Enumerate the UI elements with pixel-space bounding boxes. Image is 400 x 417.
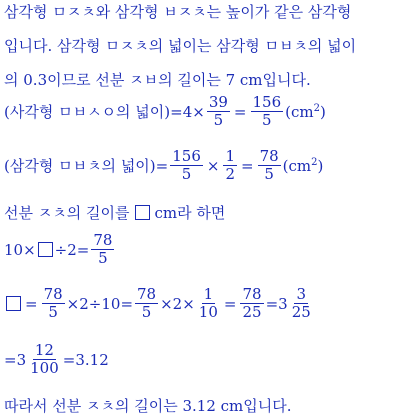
equals-sign: =	[241, 156, 254, 175]
area-unit: $(cm^2)$	[285, 102, 326, 121]
fraction-78-5	[258, 148, 281, 183]
mixed-whole: =3	[265, 294, 288, 313]
fraction-denominator: 100	[30, 359, 59, 377]
fraction-78-5	[42, 286, 65, 321]
fraction-numerator: 1	[203, 285, 214, 303]
conclusion: 따라서 선분 ㅈㅊ의 길이는 3.12 cm입니다.	[4, 397, 292, 415]
fraction-denominator: 5	[98, 249, 108, 267]
fraction-156-5	[251, 94, 284, 129]
setup-pre: 10×	[4, 240, 36, 259]
fraction-numerator: 156	[252, 93, 282, 111]
fraction-denominator: 5	[48, 303, 58, 321]
fraction-1-2	[223, 148, 237, 183]
fraction-numerator: 78	[43, 285, 63, 303]
triangle-area-lhs: (삼각형 ㅁㅂㅊ의 넓이)=	[4, 157, 169, 175]
fraction-denominator: 25	[291, 303, 311, 321]
fraction-denominator: 5	[181, 165, 192, 183]
area-unit: $(cm^2)$	[282, 156, 324, 175]
fraction-denominator: 5	[264, 165, 274, 183]
mixed-whole: =3	[4, 350, 27, 369]
let-post-text: cm라 하면	[154, 204, 226, 222]
fraction-denominator: 25	[242, 303, 262, 321]
unknown-box-icon	[38, 242, 53, 257]
quad-area-lhs: (사각형 ㅁㅂㅅㅇ의 넓이)=4×	[4, 103, 205, 121]
fraction-39-5	[207, 94, 230, 129]
triangle-area-equation	[4, 148, 323, 183]
fraction-numerator: 78	[242, 285, 262, 303]
fraction-denominator: 10	[198, 303, 218, 321]
decimal-result: =3.12	[62, 350, 109, 369]
fraction-12-100	[28, 342, 61, 377]
fraction-numerator: 3	[296, 285, 306, 303]
solve-mid-2: ×2×	[160, 294, 195, 313]
fraction-156-5	[170, 148, 203, 183]
equals-sign: =	[25, 294, 38, 313]
setup-post: ÷2=	[54, 240, 90, 259]
fraction-numerator: 78	[137, 285, 157, 303]
fraction-78-5	[135, 286, 158, 321]
fraction-numerator: 78	[259, 147, 279, 165]
solve-equation	[4, 286, 315, 321]
fraction-numerator: 1	[225, 147, 235, 165]
unknown-box-icon	[135, 205, 150, 220]
quad-area-equation	[4, 94, 326, 129]
fraction-denominator: 2	[225, 165, 235, 183]
fraction-denominator: 5	[213, 111, 224, 129]
equals-sign: =	[233, 102, 247, 121]
fraction-3-25	[290, 286, 313, 321]
fraction-denominator: 5	[141, 303, 152, 321]
equals-sign: =	[223, 294, 237, 313]
solve-mid-1: ×2÷10=	[66, 294, 134, 313]
fraction-numerator: 39	[208, 93, 228, 111]
intro-line-1: 삼각형 ㅁㅈㅊ와 삼각형 ㅂㅈㅊ는 높이가 같은 삼각형	[4, 3, 352, 21]
let-pre-text: 선분 ㅈㅊ의 길이를	[4, 204, 130, 222]
times-sign: ×	[206, 156, 220, 175]
fraction-1-10	[197, 286, 220, 321]
fraction-numerator: 156	[172, 147, 201, 165]
fraction-78-25	[240, 286, 263, 321]
unknown-box-icon	[6, 296, 21, 311]
setup-equation	[4, 232, 116, 267]
intro-line-2: 입니다. 삼각형 ㅁㅈㅊ의 넓이는 삼각형 ㅁㅂㅊ의 넓이	[4, 37, 357, 55]
fraction-numerator: 12	[34, 341, 54, 359]
decimal-conversion	[4, 342, 109, 377]
intro-line-3: 의 0.3이므로 선분 ㅈㅂ의 길이는 7 cm입니다.	[4, 71, 311, 89]
fraction-78-5	[91, 232, 114, 267]
let-statement	[4, 202, 225, 223]
fraction-numerator: 78	[93, 231, 113, 249]
fraction-denominator: 5	[262, 111, 272, 129]
